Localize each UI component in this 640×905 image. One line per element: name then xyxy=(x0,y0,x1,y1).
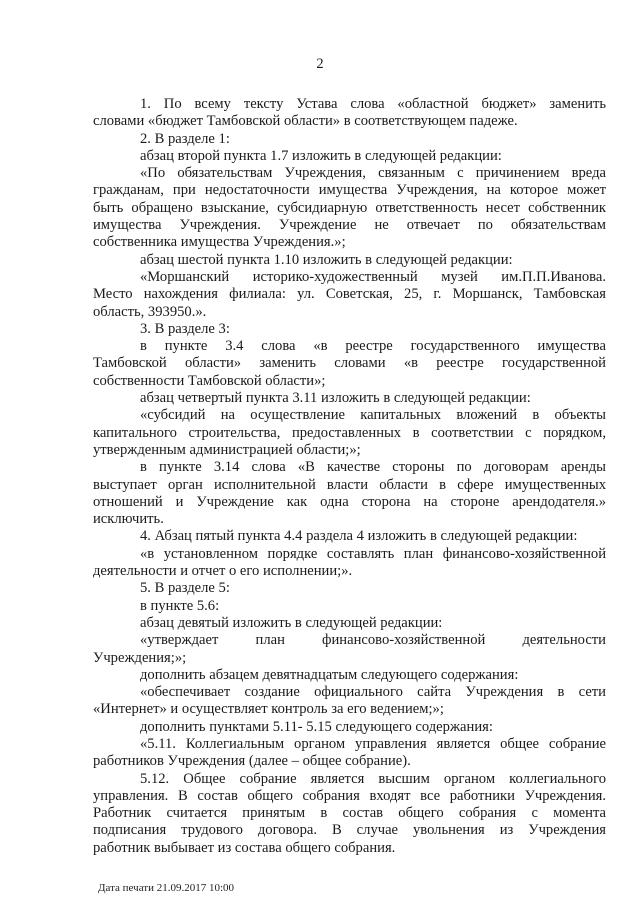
paragraph-line: собственника имущества Учреждения.»; xyxy=(93,234,346,251)
paragraph-line: абзац девятый изложить в следующей редакции: xyxy=(140,614,443,631)
paragraph-line: 4. Абзац пятый пункта 4.4 раздела 4 изложить в следующей редакции: xyxy=(140,528,578,545)
paragraph-line: «5.11. Коллегиальным органом управления является общее собрание xyxy=(140,735,606,752)
paragraph-line: «в установленном порядке составлять план финансово-хозяйственной xyxy=(140,545,606,562)
paragraph-line: «субсидий на осуществление капитальных вложений в объекты xyxy=(140,407,606,424)
paragraph-line: 5.12. Общее собрание является высшим органом коллегиального xyxy=(140,770,606,787)
paragraph-line: область, 393950.». xyxy=(93,303,207,320)
paragraph-line: «Моршанский историко-художественный музей им.П.П.Иванова. xyxy=(140,268,606,285)
paragraph-line: «По обязательствам Учреждения, связанным с причинением вреда xyxy=(140,165,606,182)
paragraph-line: «обеспечивает создание официального сайта Учреждения в сети xyxy=(140,684,606,701)
page-number: 2 xyxy=(316,56,324,72)
paragraph-line: исключить. xyxy=(93,511,164,528)
paragraph-line: 1. По всему тексту Устава слова «областной бюджет» заменить xyxy=(140,96,606,112)
paragraph-line: абзац шестой пункта 1.10 изложить в следующей редакции: xyxy=(140,251,513,268)
paragraph-line: 3. В разделе 3: xyxy=(140,320,230,337)
paragraph-line: 5. В разделе 5: xyxy=(140,580,230,597)
paragraph-line: деятельности и отчет о его исполнении;». xyxy=(93,563,353,580)
paragraph-line: подписания трудового договора. В случае увольнения из Учреждения xyxy=(93,822,606,839)
paragraph-line: утвержденным администрацией области;»; xyxy=(93,441,361,458)
paragraph-line: имущества Учреждения. Учреждение не отвечает по обязательствам xyxy=(93,217,606,234)
paragraph-line: дополнить пунктами 5.11- 5.15 следующего содержания: xyxy=(140,718,493,735)
paragraph-line: собственности Тамбовской области»; xyxy=(93,372,326,389)
paragraph-line: управления. В состав общего собрания входят все работники Учреждения. xyxy=(93,787,606,804)
paragraph-line: абзац второй пункта 1.7 изложить в следующей редакции: xyxy=(140,147,502,164)
paragraph-line: Работник считается принятым в состав общего собрания с момента xyxy=(93,805,606,822)
paragraph-line: работников Учреждения (далее – общее собрание). xyxy=(93,753,411,770)
paragraph-line: абзац четвертый пункта 3.11 изложить в следующей редакции: xyxy=(140,390,531,407)
paragraph-line: в пункте 3.4 слова «в реестре государственного имущества xyxy=(140,338,606,355)
paragraph-line: работник выбывает из состава общего собрания. xyxy=(93,839,396,856)
paragraph-line: дополнить абзацем девятнадцатым следующего содержания: xyxy=(140,666,519,683)
paragraph-line: 2. В разделе 1: xyxy=(140,130,230,147)
paragraph-line: словами «бюджет Тамбовской области» в соответствующем падеже. xyxy=(93,113,518,130)
paragraph-line: капитального строительства, предоставленных в соответствии с порядком, xyxy=(93,424,606,441)
paragraph-line: быть обращено взыскание, субсидиарную ответственность несет собственник xyxy=(93,199,606,216)
paragraph-line: «Интернет» и осуществляет контроль за его ведением;»; xyxy=(93,701,444,718)
paragraph-line: Тамбовской области» заменить словами «в реестре государственной xyxy=(93,355,606,372)
paragraph-line: «утверждает план финансово-хозяйственной деятельности xyxy=(140,632,606,649)
paragraph-line: в пункте 3.14 слова «В качестве стороны по договорам аренды xyxy=(140,459,606,476)
paragraph-line: выступает орган исполнительной власти области в сфере имущественных xyxy=(93,476,606,493)
paragraph-line: в пункте 5.6: xyxy=(140,597,220,614)
document-body xyxy=(93,96,606,857)
paragraph-line: Место нахождения филиала: ул. Советская, 25, г. Моршанск, Тамбовская xyxy=(93,286,606,303)
paragraph-line: Учреждения;»; xyxy=(93,649,187,666)
print-date-stamp: Дата печати 21.09.2017 10:00 xyxy=(98,882,235,894)
paragraph-line: гражданам, при недостаточности имущества Учреждения, на которое может xyxy=(93,182,606,199)
paragraph-line: отношений и Учреждение как одна сторона на стороне арендодателя.» xyxy=(93,493,606,510)
